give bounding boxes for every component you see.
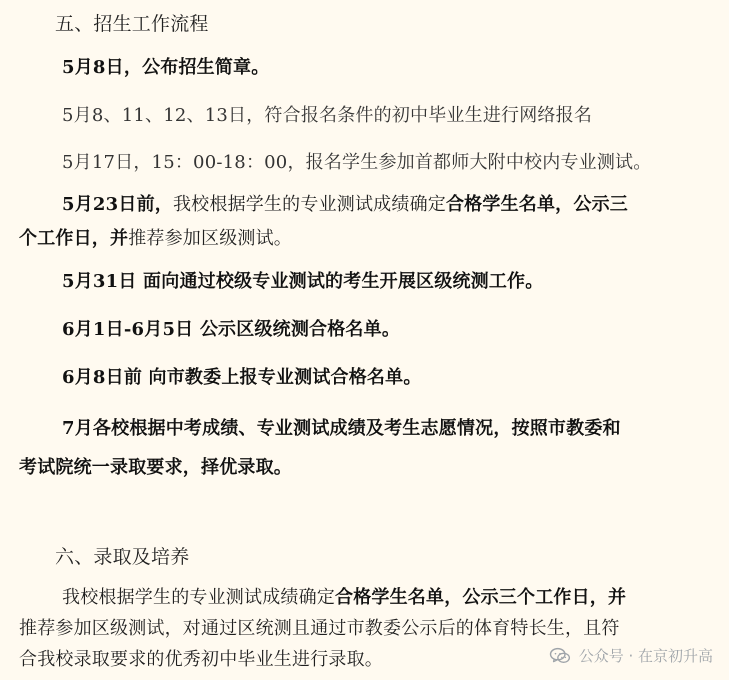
watermark-text: 公众号 · 在京初升高 xyxy=(578,647,713,665)
admission-paragraph-line-2: 推荐参加区级测试，对通过区统测且通过市教委公示后的体育特长生，且符 xyxy=(19,618,620,639)
watermark xyxy=(549,646,713,666)
schedule-item-7: 6月8日前 向市教委上报专业测试合格名单。 xyxy=(62,367,422,388)
schedule-item-4-line-2 xyxy=(19,227,292,251)
admission-paragraph-line-1 xyxy=(62,586,626,610)
section-5-heading: 五、招生工作流程 xyxy=(55,13,209,35)
schedule-item-2: 5月8、11、12、13日，符合报名条件的初中毕业生进行网络报名 xyxy=(62,105,593,126)
admission-paragraph-line-1-bold: 合格学生名单，公示三个工作日，并 xyxy=(335,587,627,608)
schedule-item-6: 6月1日-6月5日 公示区级统测合格名单。 xyxy=(62,319,401,340)
admission-paragraph-line-1-text: 我校根据学生的专业测试成绩确定 xyxy=(62,587,335,608)
schedule-item-4-bold: 合格学生名单，公示三 xyxy=(445,194,628,215)
schedule-item-1: 5月8日，公布招生简章。 xyxy=(62,57,270,78)
schedule-item-8-line-2: 考试院统一录取要求，择优录取。 xyxy=(19,457,292,478)
schedule-item-4-line-2-bold: 个工作日，并 xyxy=(19,228,129,249)
section-6-heading: 六、录取及培养 xyxy=(55,546,190,568)
schedule-item-4-line-1 xyxy=(62,193,628,217)
schedule-item-4-text: 我校根据学生的专业测试成绩确定 xyxy=(172,194,446,215)
wechat-icon xyxy=(549,647,571,665)
schedule-item-4-date: 5月23日前， xyxy=(62,194,173,215)
admission-paragraph-line-3: 合我校录取要求的优秀初中毕业生进行录取。 xyxy=(19,649,383,670)
schedule-item-8-line-1: 7月各校根据中考成绩、专业测试成绩及考生志愿情况，按照市教委和 xyxy=(62,418,621,439)
schedule-item-3: 5月17日，15：00-18：00，报名学生参加首都师大附中校内专业测试。 xyxy=(62,152,652,173)
schedule-item-4-line-2-text: 推荐参加区级测试。 xyxy=(128,228,293,249)
schedule-item-5: 5月31日 面向通过校级专业测试的考生开展区级统测工作。 xyxy=(62,271,544,292)
